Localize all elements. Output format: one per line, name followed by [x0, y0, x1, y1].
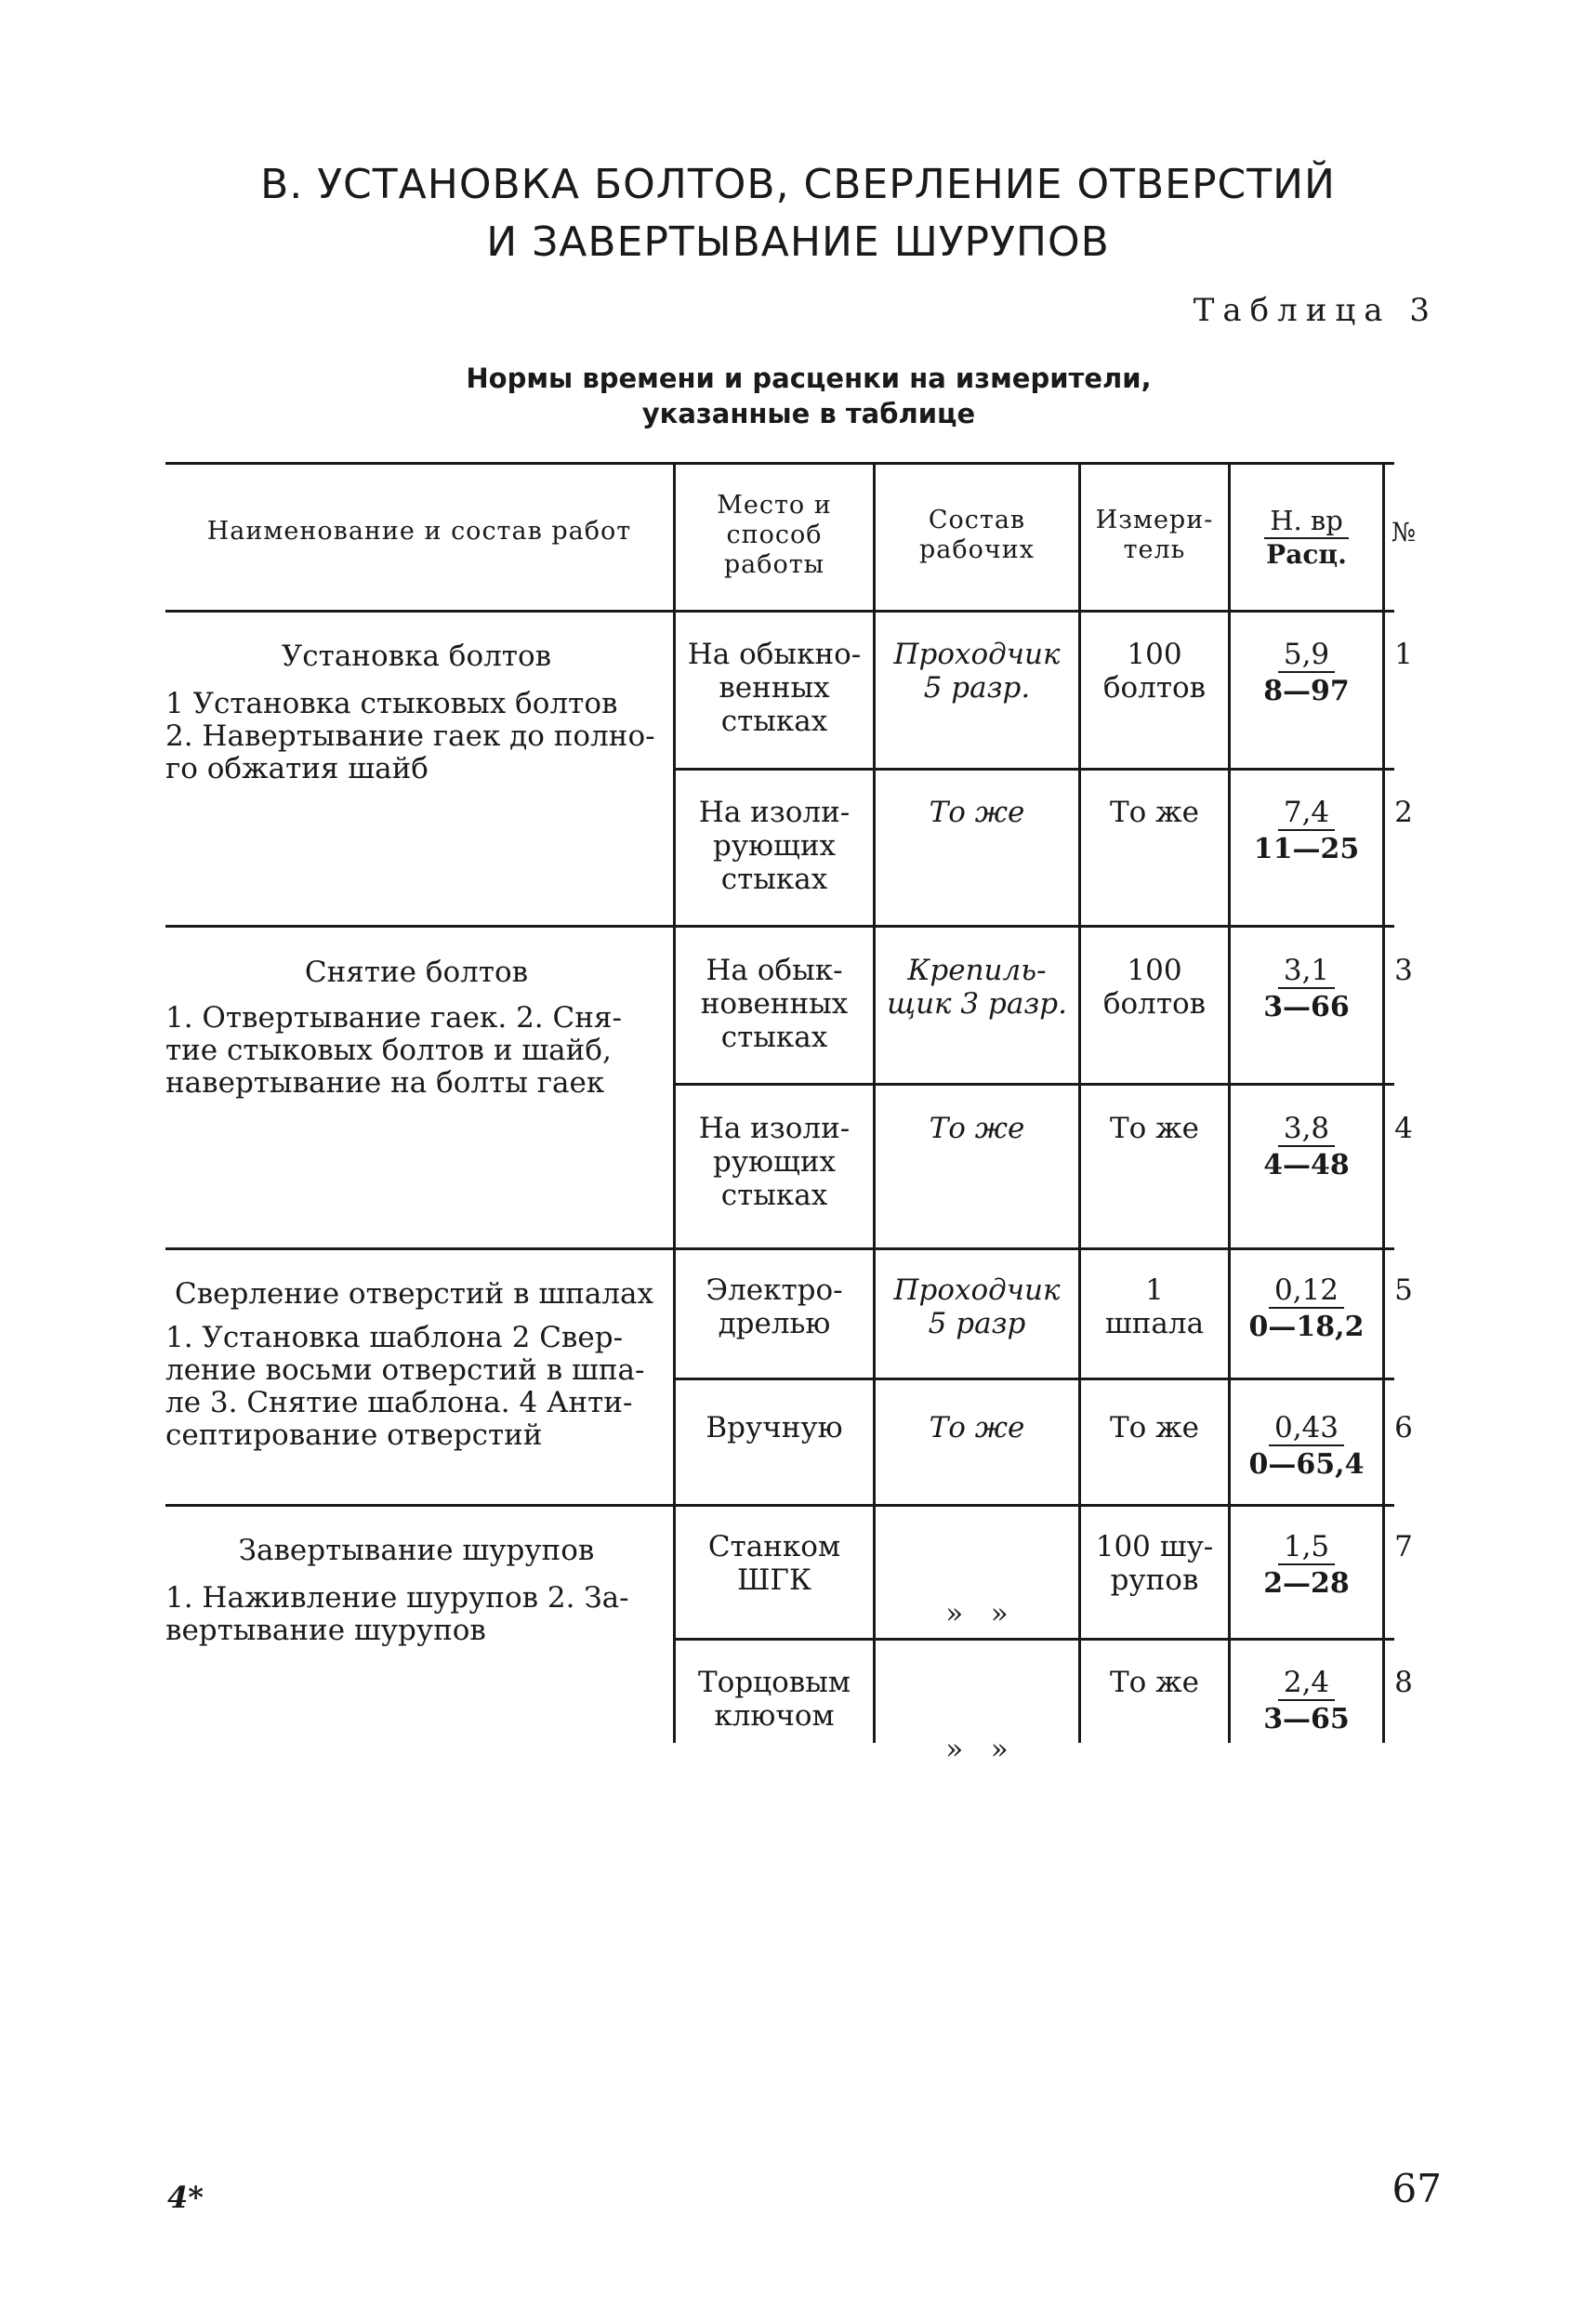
desc-line: 1. Наживление шурупов 2. За- [165, 1581, 629, 1615]
row-rule [673, 1083, 1394, 1086]
row-norm-rate [1231, 1666, 1382, 1738]
section-title: Снятие болтов [304, 956, 529, 989]
unit-line: То же [1109, 1112, 1200, 1145]
section-rule-3 [165, 1247, 1394, 1250]
header-unit [1081, 506, 1228, 565]
desc-line: вертывание шурупов [165, 1614, 486, 1647]
place-line: Электро- [706, 1273, 843, 1307]
place-line: новенных [700, 987, 849, 1021]
place-line: На изоли- [698, 1112, 851, 1145]
rate-value: 0—65,4 [1248, 1448, 1365, 1481]
desc-line: го обжатия шайб [165, 752, 429, 785]
row-crew [876, 1112, 1078, 1145]
row-crew [876, 1530, 1078, 1664]
crew-line: Проходчик [893, 1273, 1061, 1307]
row-unit [1081, 1112, 1228, 1145]
place-line: На обыкно- [687, 638, 862, 671]
header-bottom-rule [165, 610, 1394, 613]
crew-line: 5 разр. [923, 671, 1031, 705]
row-number: 6 [1394, 1411, 1413, 1444]
unit-line: болтов [1102, 987, 1207, 1021]
section-rule-2 [165, 925, 1394, 928]
section-title: Завертывание шурупов [238, 1534, 595, 1567]
section-title: Сверление отверстий в шпалах [175, 1277, 653, 1311]
section-description [165, 1582, 658, 1647]
row-crew [876, 638, 1078, 705]
row-crew [876, 796, 1078, 829]
place-line: Торцовым [697, 1666, 851, 1699]
row-crew [876, 1666, 1078, 1800]
row-rule [673, 1378, 1394, 1380]
crew-line: То же [929, 796, 1025, 829]
row-place [676, 1411, 873, 1444]
unit-line: То же [1109, 1411, 1200, 1444]
section-description [165, 1002, 658, 1100]
table-label: Таблица 3 [1193, 292, 1438, 329]
row-crew [876, 1273, 1078, 1340]
header-norm-top: Н. вр [1264, 504, 1349, 539]
row-unit [1081, 1273, 1228, 1340]
row-number: 7 [1394, 1530, 1413, 1563]
row-crew [876, 954, 1078, 1021]
row-place [676, 1530, 873, 1597]
rate-value: 0—18,2 [1248, 1311, 1365, 1343]
crew-line: 5 разр [928, 1307, 1026, 1340]
rate-value: 2—28 [1263, 1567, 1350, 1600]
row-norm-rate [1231, 1273, 1382, 1346]
norm-value: 3,8 [1278, 1112, 1335, 1147]
page-number: 67 [1392, 2166, 1442, 2211]
caption-line-1: Нормы времени и расценки на измерители, [466, 363, 1152, 394]
place-line: рующих [712, 829, 837, 863]
crew-line: Крепиль- [907, 954, 1047, 987]
header-number: № [1391, 517, 1417, 547]
row-norm-rate [1231, 1411, 1382, 1484]
place-line: стыках [720, 705, 828, 738]
crew-line: То же [929, 1112, 1025, 1145]
norm-value: 5,9 [1278, 638, 1335, 673]
heading-line-1: В. УСТАНОВКА БОЛТОВ, СВЕРЛЕНИЕ ОТВЕРСТИЙ [260, 161, 1336, 208]
row-norm-rate [1231, 1530, 1382, 1602]
row-number: 3 [1394, 954, 1413, 987]
desc-line: 1. Отвертывание гаек. 2. Сня- [165, 1001, 622, 1035]
unit-line: шпала [1104, 1307, 1205, 1340]
norm-value: 3,1 [1278, 954, 1335, 989]
place-line: На обык- [706, 954, 843, 987]
header-crew [876, 506, 1078, 565]
place-line: рующих [712, 1145, 837, 1179]
rate-value: 8—97 [1263, 675, 1350, 707]
unit-line: рупов [1110, 1563, 1199, 1597]
desc-line: ление восьми отверстий в шпа- [165, 1353, 645, 1387]
header-place-line: Место и [717, 491, 832, 520]
header-unit-line: Измери- [1095, 506, 1214, 534]
unit-line: То же [1109, 1666, 1200, 1699]
unit-line: 100 шу- [1095, 1530, 1214, 1563]
section-description [165, 1322, 658, 1452]
table-top-rule [165, 462, 1394, 465]
place-line: На изоли- [698, 796, 851, 829]
desc-line: тие стыковых болтов и шайб, [165, 1034, 612, 1067]
heading-line-2: И ЗАВЕРТЫВАНИЕ ШУРУПОВ [486, 218, 1110, 266]
crew-line: » » [945, 1597, 1009, 1630]
desc-line: септирование отверстий [165, 1418, 543, 1452]
header-name-text: Наименование и состав работ [206, 517, 632, 546]
col-rule [1382, 462, 1385, 1743]
place-line: Станком [707, 1530, 841, 1563]
section-heading [0, 156, 1596, 271]
crew-line: » » [945, 1733, 1009, 1766]
row-place [676, 1112, 873, 1212]
row-place [676, 1273, 873, 1340]
norm-value: 1,5 [1278, 1530, 1335, 1565]
header-crew-line: Состав [928, 506, 1026, 534]
table-caption [297, 361, 1320, 431]
desc-line: навертывание на болты гаек [165, 1066, 605, 1100]
row-place [676, 1666, 873, 1733]
rate-value: 11—25 [1253, 833, 1360, 865]
rate-value: 3—66 [1263, 991, 1350, 1023]
place-line: стыках [720, 1179, 828, 1212]
place-line: стыках [720, 1021, 828, 1054]
row-number: 1 [1394, 638, 1413, 671]
crew-line: Проходчик [893, 638, 1061, 671]
crew-line: щик 3 разр. [887, 987, 1067, 1021]
row-crew [876, 1411, 1078, 1444]
place-line: стыках [720, 863, 828, 896]
row-place [676, 638, 873, 738]
desc-line: ле 3. Снятие шаблона. 4 Анти- [165, 1386, 633, 1419]
header-name [165, 517, 673, 547]
unit-line: То же [1109, 796, 1200, 829]
header-crew-line: рабочих [919, 535, 1035, 564]
header-place-line: способ [726, 521, 823, 549]
section-title: Установка болтов [281, 640, 552, 673]
desc-line: 2. Навертывание гаек до полно- [165, 719, 655, 753]
header-norm [1231, 504, 1382, 571]
caption-line-2: указанные в таблице [641, 398, 976, 429]
unit-line: 1 [1145, 1273, 1164, 1307]
crew-line: То же [929, 1411, 1025, 1444]
unit-line: 100 [1127, 638, 1182, 671]
header-norm-bottom: Расц. [1266, 539, 1347, 570]
row-rule [673, 768, 1394, 771]
row-norm-rate [1231, 796, 1382, 868]
norm-value: 2,4 [1278, 1666, 1335, 1701]
header-place [676, 491, 873, 580]
norm-value: 7,4 [1278, 796, 1335, 831]
header-place-line: работы [723, 550, 825, 579]
row-norm-rate [1231, 954, 1382, 1026]
row-unit [1081, 796, 1228, 829]
place-line: ШГК [737, 1563, 811, 1597]
row-number: 5 [1394, 1273, 1413, 1307]
row-unit [1081, 638, 1228, 705]
norm-value: 0,12 [1269, 1273, 1344, 1309]
unit-line: 100 [1127, 954, 1182, 987]
row-norm-rate [1231, 1112, 1382, 1184]
place-line: ключом [714, 1699, 835, 1733]
row-unit [1081, 954, 1228, 1021]
row-norm-rate [1231, 638, 1382, 710]
rate-value: 3—65 [1263, 1703, 1350, 1735]
row-number: 4 [1394, 1112, 1413, 1145]
desc-line: 1 Установка стыковых болтов [165, 687, 618, 720]
desc-line: 1. Установка шаблона 2 Свер- [165, 1321, 624, 1354]
norm-value: 0,43 [1269, 1411, 1344, 1446]
place-line: венных [719, 671, 830, 705]
header-unit-line: тель [1123, 535, 1186, 564]
row-number: 8 [1394, 1666, 1413, 1699]
place-line: Вручную [706, 1411, 843, 1444]
place-line: дрелью [718, 1307, 831, 1340]
section-rule-4 [165, 1504, 1394, 1507]
row-unit [1081, 1530, 1228, 1597]
unit-line: болтов [1102, 671, 1207, 705]
rate-value: 4—48 [1263, 1149, 1350, 1181]
row-unit [1081, 1666, 1228, 1699]
row-unit [1081, 1411, 1228, 1444]
row-place [676, 954, 873, 1054]
signature-mark: 4* [167, 2180, 204, 2215]
row-number: 2 [1394, 796, 1413, 829]
row-place [676, 796, 873, 896]
section-description [165, 688, 658, 785]
